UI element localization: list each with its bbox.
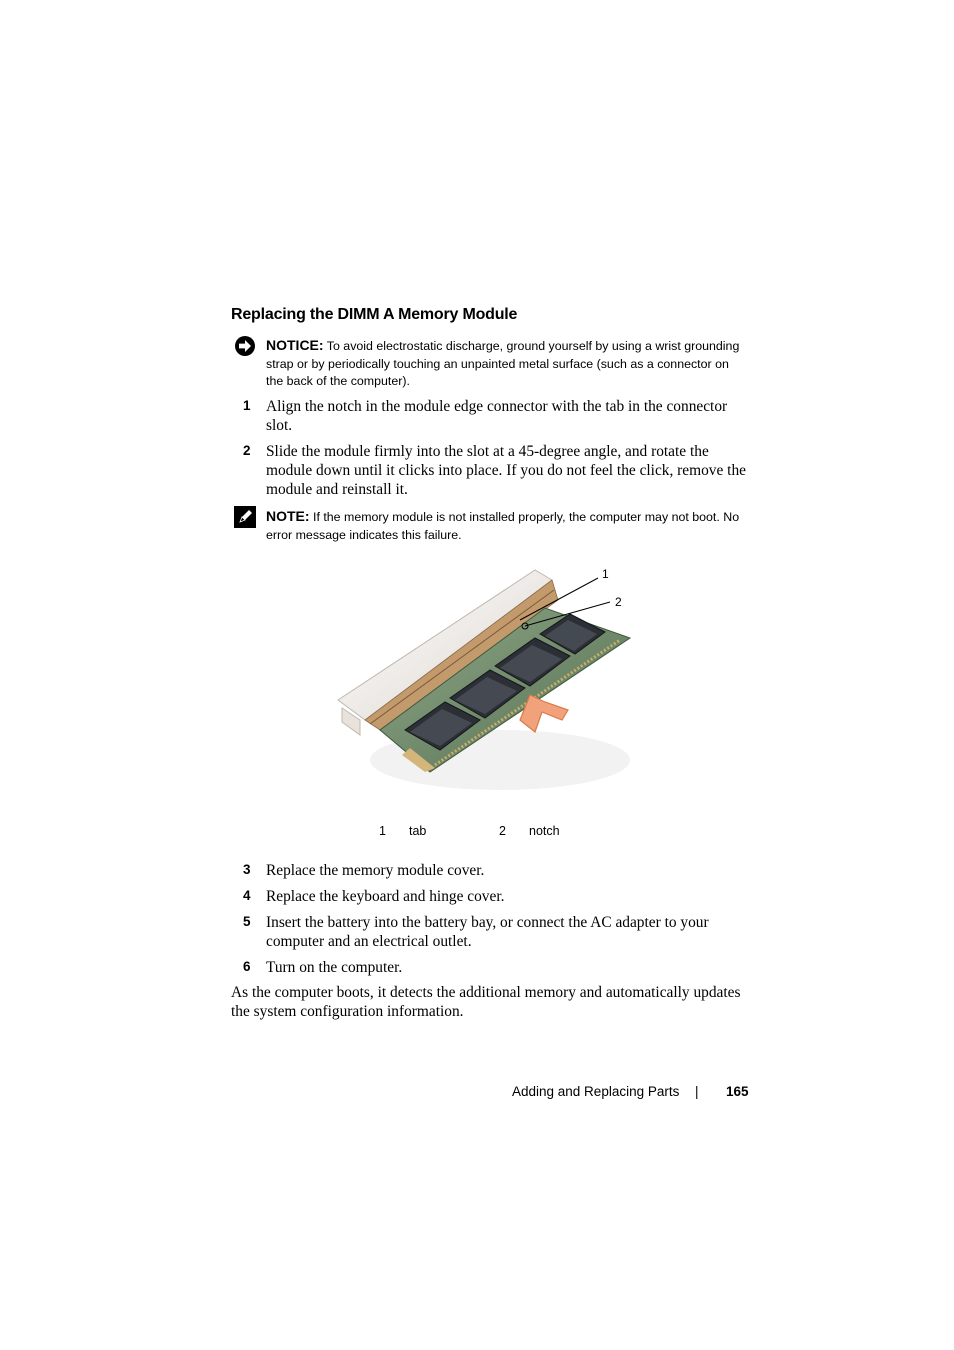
step-number: 4 (243, 888, 251, 903)
notice-arrow-icon (234, 335, 256, 357)
step-number: 1 (243, 398, 251, 413)
legend-num-1: 1 (379, 824, 386, 838)
step-text: Replace the memory module cover. (266, 862, 485, 879)
callout-2: 2 (615, 595, 622, 609)
notice-label: NOTICE: (266, 337, 324, 353)
legend-label-notch: notch (529, 824, 560, 838)
step-number: 6 (243, 959, 251, 974)
note-text: If the memory module is not installed properly, the computer may not boot. No error message indicates this failure. (266, 510, 740, 542)
step-text: Slide the module firmly into the slot at a 45-degree angle, and rotate the module down until it clicks into place. If you do not feel the click, remove the module and reinstall it. (266, 443, 746, 498)
insertion-arrow (520, 695, 568, 732)
section-heading: Replacing the DIMM A Memory Module (231, 306, 518, 323)
page-number: 165 (726, 1084, 749, 1099)
footer-chapter: Adding and Replacing Parts (512, 1084, 680, 1099)
step-text: Turn on the computer. (266, 959, 403, 976)
step-text: Insert the battery into the battery bay, or connect the AC adapter to your computer and an electrical outlet. (266, 914, 709, 950)
memory-module-illustration (330, 560, 640, 810)
step-text: Align the notch in the module edge connector with the tab in the connector slot. (266, 398, 728, 434)
step-number: 5 (243, 914, 251, 929)
notice-block (266, 337, 746, 391)
legend-label-tab: tab (409, 824, 427, 838)
closing-paragraph: As the computer boots, it detects the additional memory and automatically updates the system configuration information. (231, 984, 741, 1020)
step-number: 2 (243, 443, 251, 458)
pencil-note-icon (234, 506, 256, 528)
step-number: 3 (243, 862, 251, 877)
note-label: NOTE: (266, 508, 310, 524)
step-text: Replace the keyboard and hinge cover. (266, 888, 505, 905)
footer-separator: | (695, 1084, 699, 1099)
note-block (266, 508, 746, 544)
callout-1: 1 (602, 567, 609, 581)
notice-text: To avoid electrostatic discharge, ground yourself by using a wrist grounding strap or by periodically touching an unpainted metal surface (such as a connector on the back of the computer). (266, 339, 740, 388)
legend-num-2: 2 (499, 824, 506, 838)
